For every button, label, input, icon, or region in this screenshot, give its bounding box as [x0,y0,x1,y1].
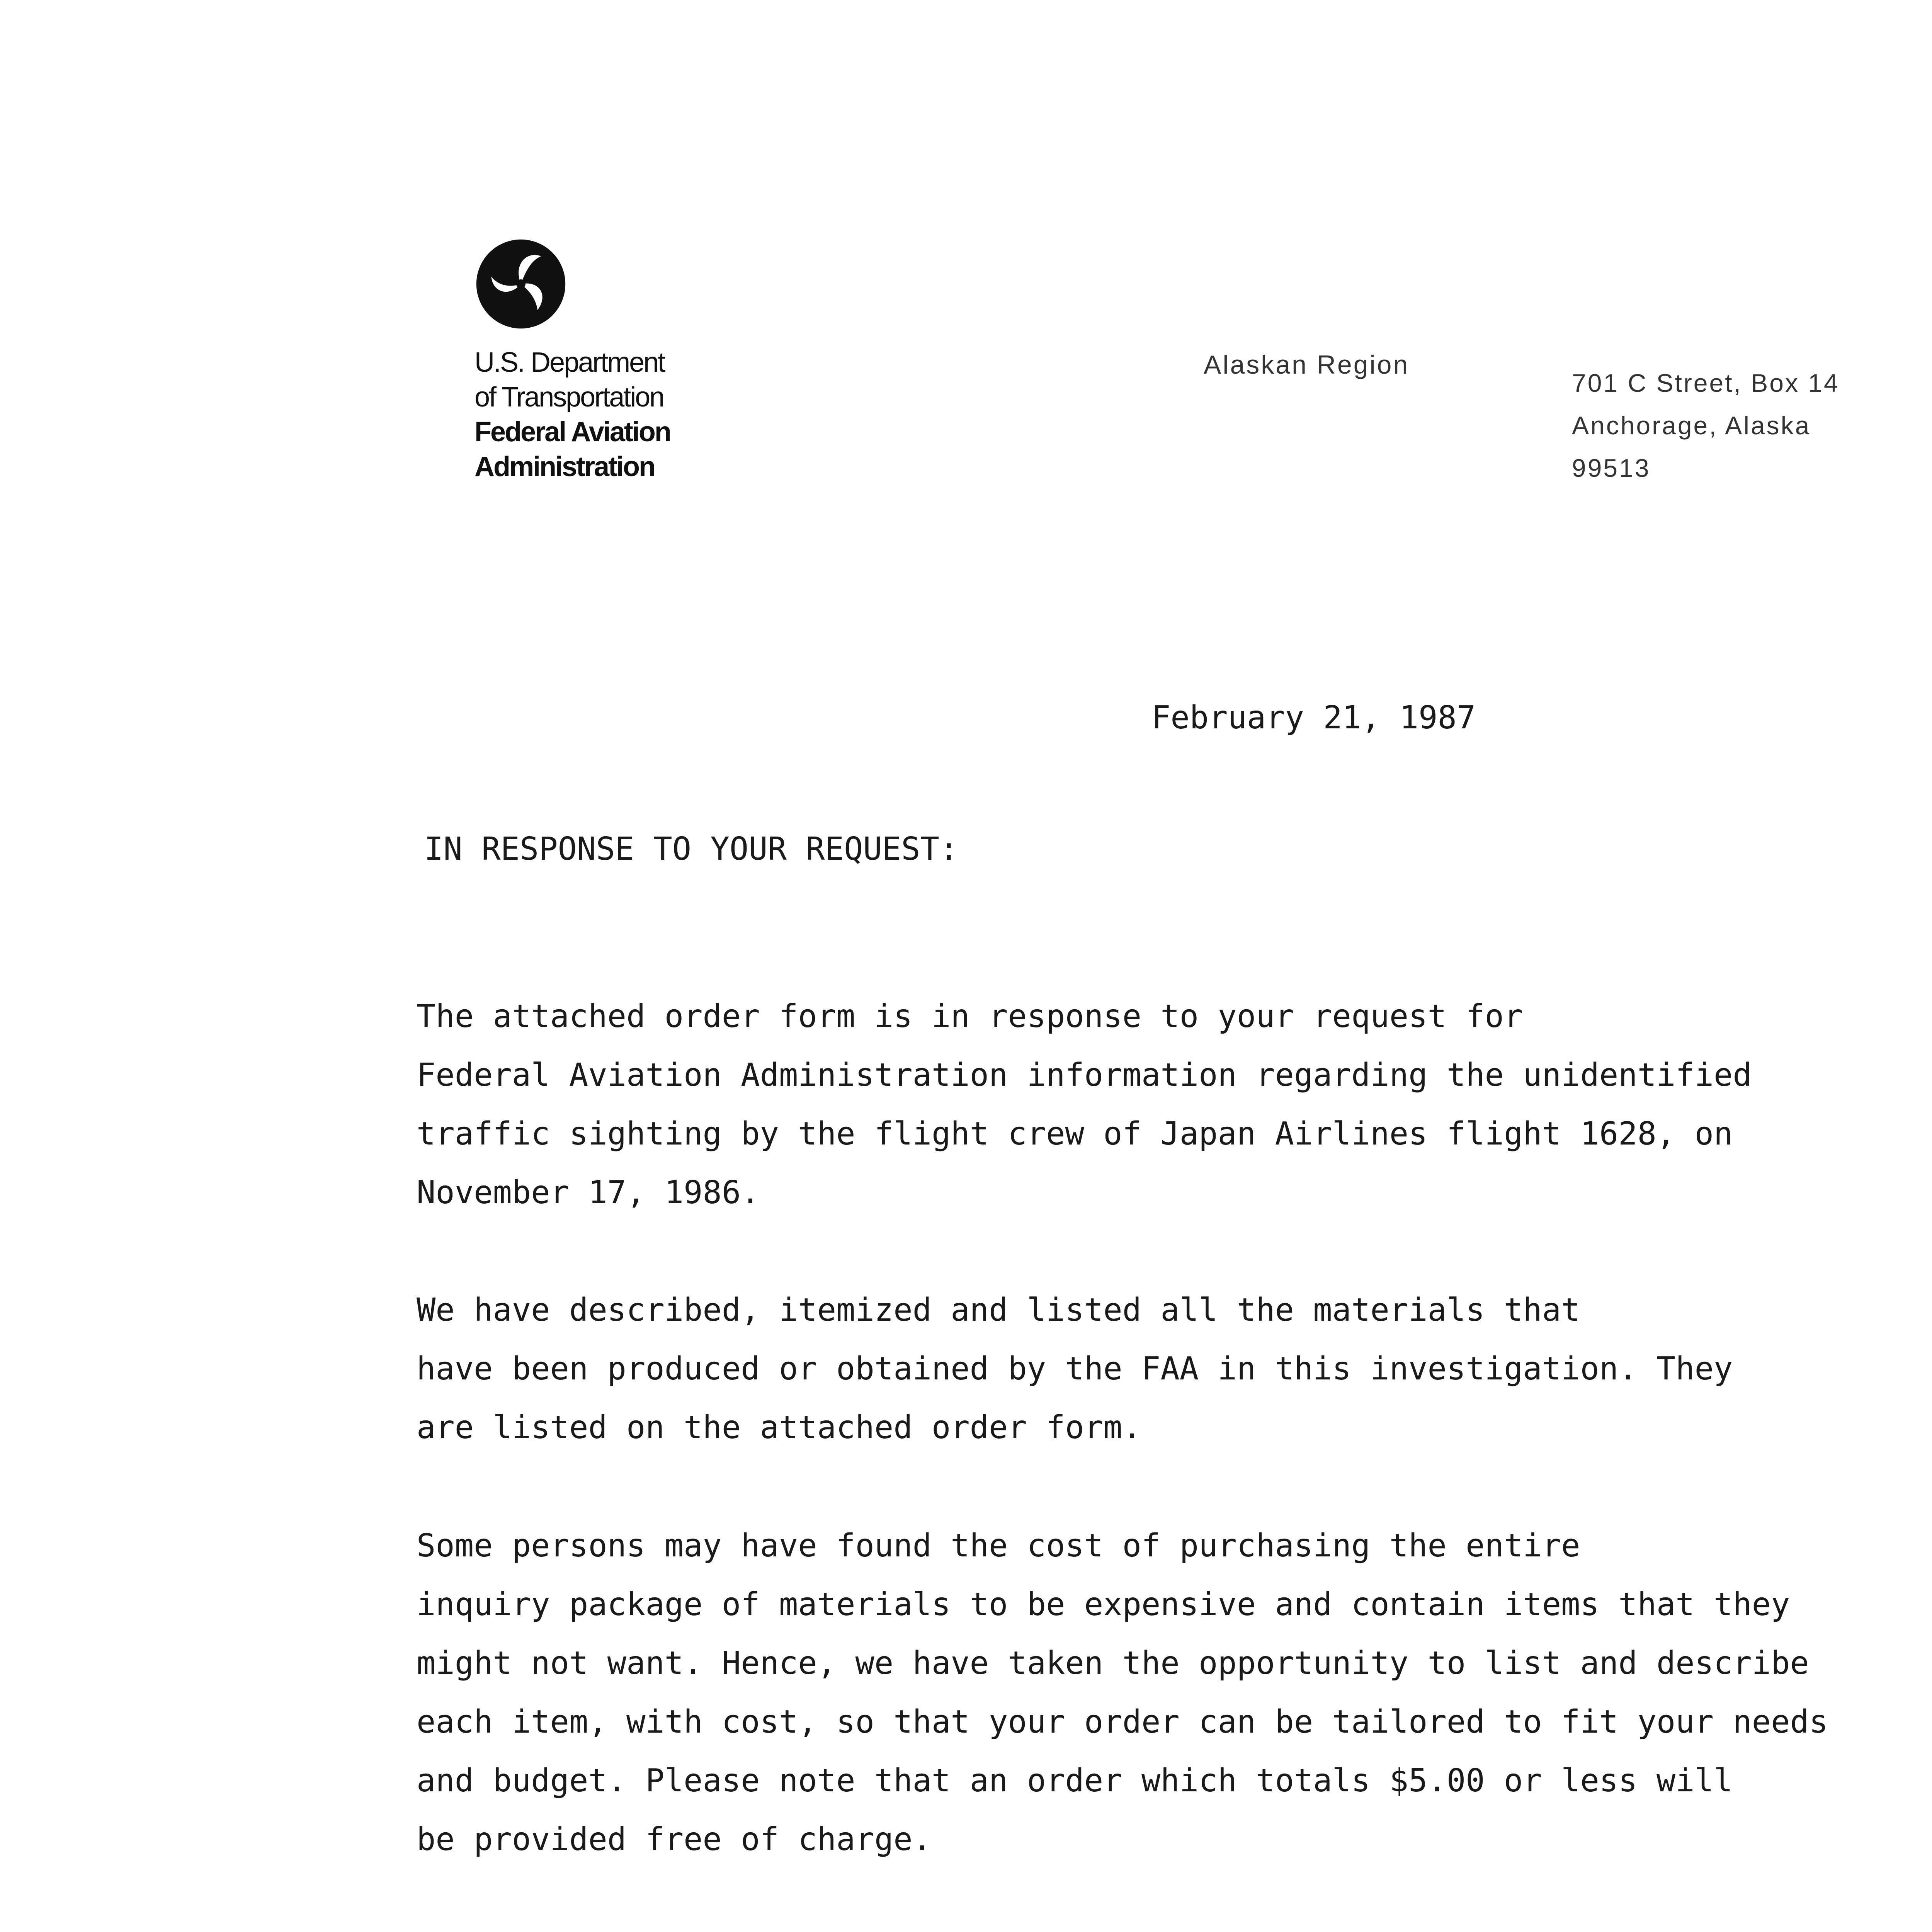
paragraph-2: We have described, itemized and listed all the materials that have been produced or obtained by the FAA in this investigation. They are listed on the attached order form. [417,1292,1733,1446]
department-line-2: of Transportation [474,382,664,413]
region-label: Alaskan Region [1204,350,1410,379]
dot-triskelion-logo-icon [474,238,567,330]
agency-line-1: Federal Aviation [474,417,670,447]
letter-date: February 21, 1987 [1151,699,1476,736]
address-line-2: Anchorage, Alaska [1572,411,1811,440]
letter-salutation: IN RESPONSE TO YOUR REQUEST: [424,831,959,867]
paragraph-1: The attached order form is in response to your request for Federal Aviation Administration information regarding the unidentified traffic sighting by the flight crew of Japan Airlines flight 1628, on November 17, 1986. [417,998,1752,1211]
address-line-1: 701 C Street, Box 14 [1572,369,1840,397]
agency-name-block [474,345,822,484]
office-address [1572,362,1840,489]
address-line-3: 99513 [1572,454,1651,482]
department-line-1: U.S. Department [474,347,665,378]
paragraph-4 [417,1928,1923,1932]
agency-line-2: Administration [474,451,655,482]
paragraph-3: Some persons may have found the cost of purchasing the entire inquiry package of materials to be expensive and contain items that they might not want. Hence, we have taken the opportunity to list and describe each item, with cost, so that your order can be tailored to fit your needs and budget. Please note that an order which totals $5.00 or less will be provided free of charge. [417,1527,1828,1858]
